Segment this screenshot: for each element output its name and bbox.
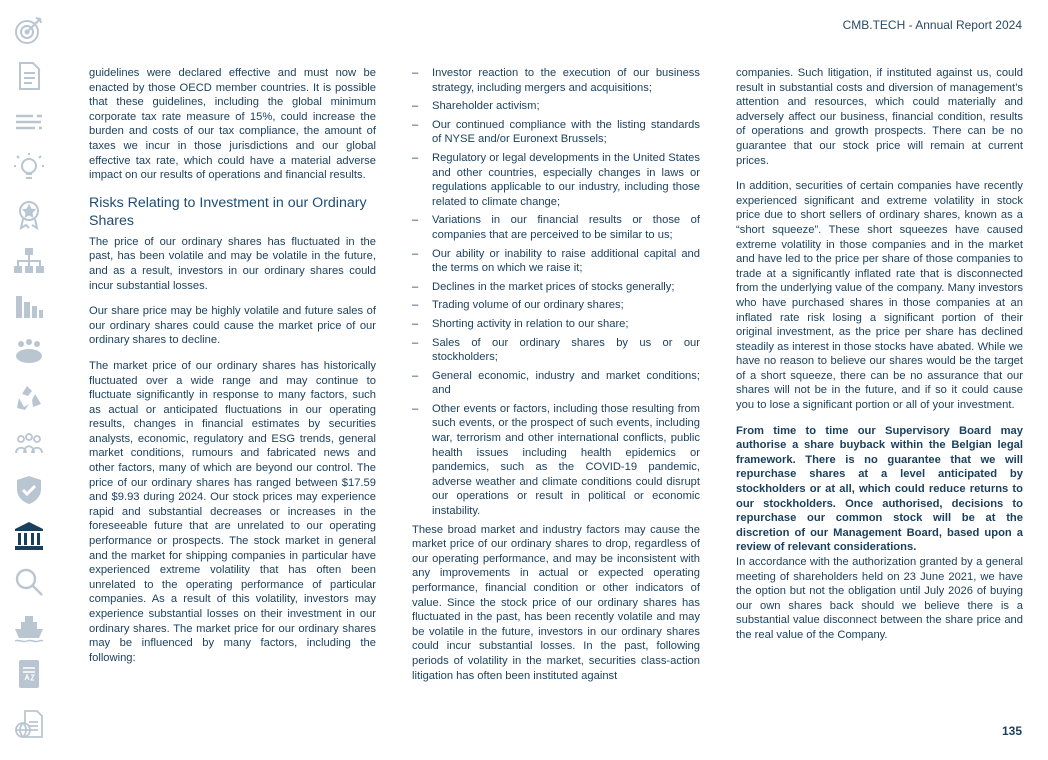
document-icon[interactable]: [13, 60, 45, 92]
list-item: – Regulatory or legal developments in the United States and other countries, especially changes in laws or regulations applicable to our industry, including those related to climate change;: [412, 151, 700, 209]
list-item: – Our continued compliance with the listing standards of NYSE and/or Euronext Brussels;: [412, 118, 700, 147]
list-item: – General economic, industry and market conditions; and: [412, 369, 700, 398]
award-icon[interactable]: [13, 198, 45, 230]
authorization-paragraph: In accordance with the authorization granted by a general meeting of shareholders held on 23 June 2021, we have the option but not the obligation until July 2026 of buying our own shares back should we believe there is a substantial value disconnect between the share price and the real value of the Company.: [736, 556, 1023, 641]
ship-icon[interactable]: [13, 612, 45, 644]
lightbulb-icon[interactable]: [13, 152, 45, 184]
factors-list: [412, 66, 700, 519]
list-item: – Shareholder activism;: [412, 99, 700, 114]
target-icon[interactable]: [13, 14, 45, 46]
org-chart-icon[interactable]: [13, 244, 45, 276]
shield-check-icon[interactable]: [13, 474, 45, 506]
list-item: – Sales of our ordinary shares by us or our stockholders;: [412, 336, 700, 365]
bank-icon[interactable]: [13, 520, 45, 552]
recycle-icon[interactable]: [13, 382, 45, 414]
list-item: – Trading volume of our ordinary shares;: [412, 298, 700, 313]
team-icon[interactable]: [13, 428, 45, 460]
volatility-paragraph: Our share price may be highly volatile and future sales of our ordinary shares could cause the market price of our ordinary shares to decline.: [89, 305, 376, 347]
column-3: [736, 66, 1023, 643]
list-item: – Declines in the market prices of stocks generally;: [412, 280, 700, 295]
market-price-paragraph: The market price of our ordinary shares has historically fluctuated over a wide range and may continue to fluctuate significantly in response to many factors, such as actual or anticipated fluctuations in our operating results, changes in financial estimates by securities analysts, economic, regulatory and ESG trends, general market conditions, rumours and fabricated news and other factors, many of which are beyond our control. The price of our ordinary shares has ranged between $17.59 and $9.93 during 2024. Our stock prices may experience rapid and substantial decreases or increases in the foreseeable future that are unrelated to our operating performance or prospects. The stock market in general and the market for shipping companies in particular have experienced extreme volatility that has often been unrelated to the operating performance of particular companies. As a result of this volatility, investors may experience substantial losses on their investment in our ordinary shares. The market price for our ordinary shares may be influenced by many factors, including the following:: [89, 359, 376, 664]
bar-chart-icon[interactable]: [13, 290, 45, 322]
column-1: [89, 66, 376, 665]
web-document-icon[interactable]: [13, 708, 45, 740]
page-number: 135: [1001, 724, 1022, 738]
waves-icon[interactable]: [13, 106, 45, 138]
sidebar-nav: [0, 0, 58, 760]
tax-paragraph: guidelines were declared effective and must now be enacted by those OECD member countries. It is possible that these guidelines, including the global minimum corporate tax rate measure of 15%, could increase the burden and costs of our tax compliance, the amount of taxes we incur in those jurisdictions and our global effective tax rate, which could have a material adverse impact on our results of operations and financial results.: [89, 67, 376, 182]
list-item: – Shorting activity in relation to our share;: [412, 317, 700, 332]
list-item: – Variations in our financial results or those of companies that are perceived to be similar to us;: [412, 213, 700, 242]
litigation-paragraph: companies. Such litigation, if instituted against us, could result in substantial costs and diversion of management’s attention and resources, which could materially and adversely affect our business, financial condition, results of operations and growth prospects. There can be no guarantee that our stock price will remain at current prices.: [736, 67, 1023, 167]
people-meeting-icon[interactable]: [13, 336, 45, 368]
market-factors-paragraph: These broad market and industry factors may cause the market price of our ordinary shares to drop, regardless of our operating performance, and may be inconsistent with any improvements in actual or expected operating performance, financial condition or other indicators of value. Since the stock price of our ordinary shares has fluctuated in the past, has been recently volatile and may be volatile in the future, investors in our ordinary shares could incur substantial losses. In the past, following periods of volatility in the market, securities class-action litigation has often been instituted against: [412, 523, 700, 682]
list-item: – Investor reaction to the execution of our business strategy, including mergers and acquisitions;: [412, 66, 700, 95]
section-heading: Risks Relating to Investment in our Ordinary Shares: [89, 194, 367, 229]
short-squeeze-paragraph: In addition, securities of certain companies have recently experienced significant and extreme volatility in stock price due to short sellers of ordinary shares, known as a “short squeeze”. These short squeezes have caused extreme volatility in those companies and in the market and have led to the price per share of those companies to trade at a significantly inflated rate that is disconnected from the underlying value of the company. Many investors who have purchased shares in those companies at an inflated rate risk losing a significant portion of their original investment, as the price per share has declined steadily as interest in those stocks have abated. While we have no reason to believe our shares would be the target of a short squeeze, there can be no assurance that our shares will not be in the future, and if so it could cause you to lose a significant portion or all of your investment.: [736, 180, 1023, 412]
list-item: – Our ability or inability to raise additional capital and the terms on which we raise it;: [412, 247, 700, 276]
column-2: [412, 66, 700, 683]
report-title: CMB.TECH - Annual Report 2024: [842, 18, 1022, 32]
buyback-heading-paragraph: From time to time our Supervisory Board may authorise a share buyback within the Belgian legal framework. There is no guarantee that we will repurchase shares at a level anticipated by stockholders or at all, which could reduce returns to our stockholders. Once authorised, decisions to repurchase our common stock will be at the discretion of our Management Board, based upon a review of relevant considerations.: [736, 424, 1023, 554]
list-item: – Other events or factors, including those resulting from such events, or the prospect of such events, including war, terrorism and other international conflicts, public health issues including health epidemics or pandemics, such as the COVID-19 pandemic, adverse weather and climate conditions could disrupt our operations or result in political or economic instability.: [412, 402, 700, 519]
share-price-paragraph: The price of our ordinary shares has fluctuated in the past, has been volatile and may be volatile in the future, and as a result, investors in our ordinary shares could incur substantial losses.: [89, 235, 376, 292]
search-icon[interactable]: [13, 566, 45, 598]
dictionary-icon[interactable]: [13, 658, 45, 690]
